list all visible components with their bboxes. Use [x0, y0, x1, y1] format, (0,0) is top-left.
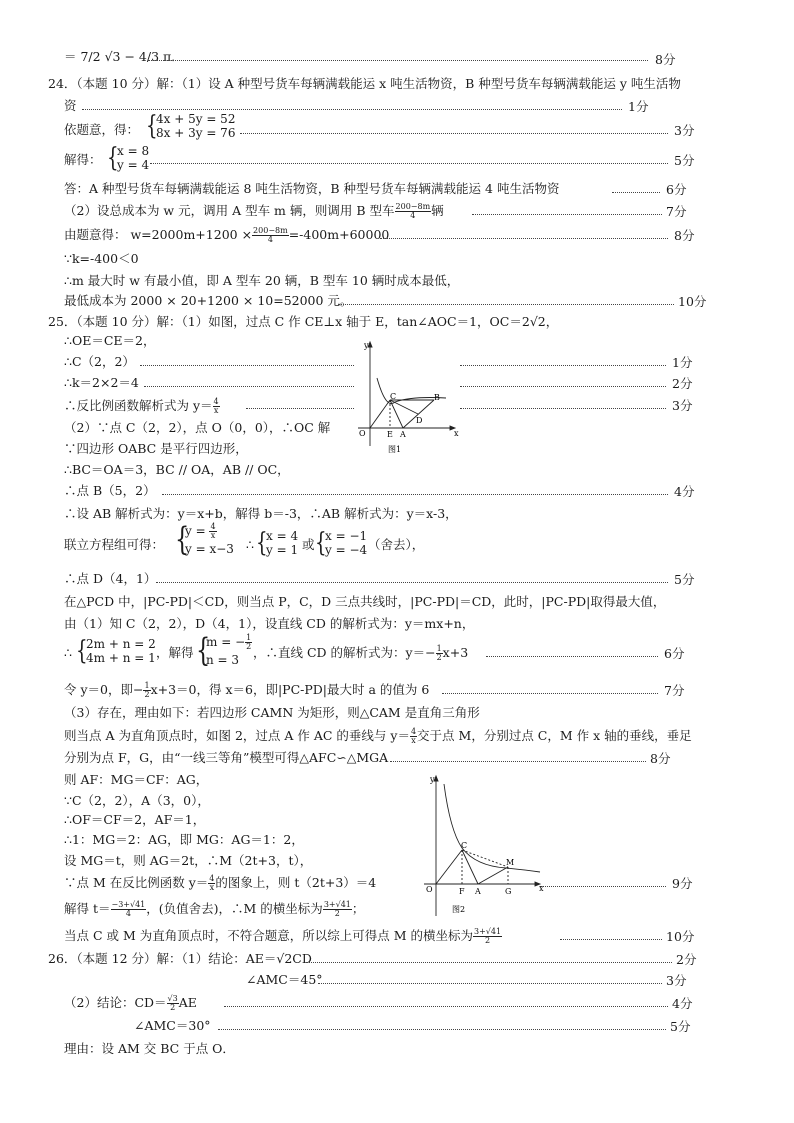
fraction — [323, 901, 352, 918]
numerator: 200−8m — [395, 202, 431, 211]
fraction — [252, 227, 289, 244]
y-arrow-icon — [434, 776, 438, 781]
segment-OC — [436, 850, 462, 884]
dot-leader — [472, 214, 662, 215]
score: 3分 — [672, 398, 693, 413]
line-34: 设 MG＝t，则 AG＝2t，∴M（2t+3，t）， — [64, 853, 313, 868]
eq-row: m = − $\frac{1}{2}$ — [206, 633, 252, 651]
numerator: 4 — [209, 874, 215, 883]
eq-row: 4m + n = 1 — [86, 651, 156, 665]
line-8: ∵k=-400＜0 — [64, 251, 139, 266]
label-A: A — [475, 887, 481, 896]
line-21: 联立方程组可得： — [64, 537, 165, 552]
text: 辆 — [431, 203, 444, 218]
line-23: 在△PCD 中，|PC-PD|＜CD，则当点 P，C，D 三点共线时，|PC-PD|＝CD，此时，|PC-PD|取得最大值， — [64, 594, 666, 609]
score: 6分 — [666, 182, 687, 197]
text: 交于点 M，分别过点 C，M 作 x 轴的垂线，垂足 — [417, 728, 692, 743]
label-x: x — [539, 884, 544, 893]
q26-header: 26．（本题 12 分）解：（1）结论：AE＝√2CD — [48, 951, 312, 966]
line-13: ∴C（2，2） — [64, 354, 135, 369]
text: 由题意得： w=2000m+1200 × — [64, 227, 253, 242]
q25-header: 25．（本题 10 分）解：（1）如图，过点 C 作 CE⊥x 轴于 E，tan∠AOC＝1，OC＝2√2， — [48, 314, 559, 329]
label-x: x — [454, 429, 459, 438]
line-41: ∠AMC＝30° — [134, 1018, 211, 1033]
numerator: 4 — [410, 727, 417, 736]
line-2: 资 — [64, 98, 77, 113]
numerator: √3 — [167, 994, 178, 1003]
denominator: 2 — [246, 642, 252, 651]
fraction — [410, 728, 417, 745]
line-3: 依题意，得： — [64, 122, 140, 137]
segment-AM — [478, 867, 508, 884]
figure-caption: 图1 — [388, 445, 402, 454]
segment-CA — [462, 850, 478, 884]
equation-system-6: { 2m + n = 2 4m + n = 1 — [76, 636, 156, 666]
dot-leader — [380, 238, 668, 239]
line-40 — [64, 995, 197, 1012]
denominator: 2 — [436, 653, 442, 662]
line-9: ∴m 最大时 w 有最小值，即 A 型车 20 辆，B 型车 10 辆时成本最低， — [64, 273, 460, 288]
line-6 — [64, 203, 444, 220]
numerator: 4 — [210, 522, 216, 531]
dot-leader — [460, 408, 666, 409]
dot-leader — [540, 886, 666, 887]
label-O: O — [426, 885, 433, 894]
equation-system-2: { x = 8 y = 4 — [107, 143, 150, 173]
score: 8分 — [655, 52, 676, 67]
line-25: ∴ — [64, 645, 72, 660]
line-31: ∵C（2，2），A（3，0）， — [64, 793, 210, 808]
line-17: ∵四边形 OABC 是平行四边形， — [64, 441, 248, 456]
denominator: 2 — [485, 936, 491, 945]
fraction — [111, 901, 147, 918]
hyperbola-curve — [444, 784, 540, 872]
line-25c — [253, 645, 468, 662]
text: ∵点 M 在反比例函数 y＝ — [64, 875, 209, 890]
denominator: 4 — [410, 211, 416, 220]
score: 2分 — [672, 376, 693, 391]
denominator: 2 — [170, 1003, 176, 1012]
text: ，∴直线 CD 的解析式为：y＝− — [253, 645, 436, 660]
line-14: ∴k＝2×2＝4 — [64, 375, 139, 390]
dot-leader — [560, 939, 662, 940]
eq-row: y = 4 — [117, 158, 150, 172]
line-0: ＝ 7/2 √3 − 4/3 π． — [64, 49, 184, 64]
therefore: ∴ — [246, 537, 254, 552]
denominator: 2 — [334, 909, 340, 918]
line-7 — [64, 227, 389, 244]
score: 8分 — [674, 228, 695, 243]
text: （2）结论：CD＝ — [64, 995, 167, 1010]
label-y: y — [364, 341, 369, 350]
discard-text: （舍去）， — [368, 537, 425, 552]
line-26 — [64, 682, 429, 699]
dot-leader — [162, 494, 668, 495]
text: 当点 C 或 M 为直角顶点时，不符合题意，所以综上可得点 M 的横坐标为 — [64, 928, 474, 943]
dot-leader — [240, 133, 668, 134]
dot-leader — [318, 983, 662, 984]
dot-leader — [140, 365, 354, 366]
score: 9分 — [672, 876, 693, 891]
label-B: B — [434, 393, 440, 402]
figure-1 — [350, 336, 465, 458]
dot-leader — [460, 386, 666, 387]
dot-leader — [390, 761, 646, 762]
dot-leader — [612, 192, 660, 193]
fraction — [436, 645, 443, 662]
eq-row: x = −1 — [325, 529, 368, 543]
label-D: D — [416, 416, 423, 425]
or-text: 或 — [302, 537, 315, 552]
label-E: E — [387, 430, 393, 439]
eq-row: y = $\frac{4}{x}$ — [185, 522, 216, 540]
line-28 — [64, 728, 692, 745]
equation-system-5: { x = −1 y = −4 — [315, 528, 368, 558]
label-O: O — [359, 429, 366, 438]
fraction — [167, 995, 179, 1012]
score: 5分 — [670, 1019, 691, 1034]
line-20: ∴设 AB 解析式为：y＝x+b，解得 b＝-3，∴AB 解析式为：y＝x-3， — [64, 506, 458, 521]
line-27: （3）存在，理由如下：若四边形 CAMN 为矩形，则△CAM 是直角三角形 — [64, 705, 480, 720]
label-G: G — [505, 887, 512, 896]
score: 7分 — [664, 683, 685, 698]
eq-row: 4x + 5y = 52 — [156, 112, 236, 126]
dot-leader — [460, 365, 666, 366]
text: （2）设总成本为 w 元，调用 A 型车 m 辆，则调用 B 型车 — [64, 203, 395, 218]
score: 10分 — [666, 929, 695, 944]
text: 则当点 A 为直角顶点时，如图 2，过点 A 作 AC 的垂线与 y＝ — [64, 728, 410, 743]
label-M: M — [506, 858, 515, 867]
dot-leader — [150, 163, 668, 164]
y-arrow-icon — [368, 342, 372, 347]
equation-system-1: { 4x + 5y = 52 8x + 3y = 76 — [146, 111, 236, 141]
line-36 — [64, 901, 364, 918]
label-F: F — [459, 887, 465, 896]
dot-leader — [442, 693, 658, 694]
line-37 — [64, 928, 502, 945]
denominator: x — [210, 531, 216, 540]
text: AE — [178, 995, 197, 1010]
figure-2 — [418, 770, 548, 920]
line-33: ∴1：MG＝2：AG，即 MG：AG＝1：2， — [64, 832, 304, 847]
line-19: ∴点 B（5，2） — [64, 483, 156, 498]
text: =-400m+60000 — [288, 227, 390, 242]
dot-leader — [156, 582, 668, 583]
denominator: x — [213, 406, 219, 415]
solve-text: ，解得 — [156, 645, 194, 660]
line-12: ∴OE＝CE＝2， — [64, 333, 156, 348]
fraction — [473, 928, 502, 945]
numerator: 3+√41 — [474, 927, 502, 936]
segment-CA — [390, 400, 403, 428]
text: x+3＝0，得 x＝6，即|PC-PD|最大时 a 的值为 6 — [150, 682, 430, 697]
equation-system-7: { m = − $\frac{1}{2}$ n = 3 — [196, 631, 252, 669]
denominator: 4 — [125, 909, 131, 918]
numerator: 4 — [213, 397, 219, 406]
score: 5分 — [674, 153, 695, 168]
eq-row: y = 1 — [266, 543, 299, 557]
score: 3分 — [674, 123, 695, 138]
numerator: 1 — [144, 681, 150, 690]
numerator: 1 — [436, 644, 442, 653]
numerator: −3+√41 — [111, 900, 146, 909]
denominator: 2 — [144, 690, 150, 699]
numerator: 1 — [246, 633, 252, 642]
eq-row: x = 8 — [117, 144, 150, 158]
dot-leader — [338, 304, 674, 305]
score: 7分 — [666, 204, 687, 219]
score: 5分 — [674, 572, 695, 587]
eq-row: y = x−3 — [185, 542, 234, 556]
eq-row: y = −4 — [325, 543, 368, 557]
text: ； — [351, 901, 365, 916]
dot-leader — [486, 656, 658, 657]
line-15 — [64, 398, 220, 415]
text: x+3 — [442, 645, 469, 660]
score: 6分 — [664, 646, 685, 661]
line-18: ∴BC＝OA＝3，BC // OA，AB // OC， — [64, 462, 290, 477]
figure-caption: 图2 — [452, 905, 466, 914]
denominator: 4 — [267, 235, 273, 244]
line-4: 解得： — [64, 152, 102, 167]
score: 3分 — [666, 973, 687, 988]
line-42: 理由：设 AM 交 BC 于点 O． — [64, 1041, 235, 1056]
line-10: 最低成本为 2000 × 20+1200 × 10=52000 元。 — [64, 293, 353, 308]
text: ，(负值舍去)，∴M 的横坐标为 — [146, 901, 323, 916]
eq-row: 2m + n = 2 — [86, 637, 156, 651]
line-39: ∠AMC＝45° — [246, 972, 323, 987]
label-C: C — [390, 392, 397, 401]
dot-leader — [148, 60, 648, 61]
q24-header: 24．（本题 10 分）解：（1）设 A 种型号货车每辆满载能运 x 吨生活物资，B 种型号货车每辆满载能运 y 吨生活物 — [48, 76, 681, 91]
label-y: y — [430, 775, 435, 784]
segment-OC — [370, 400, 390, 428]
eq-row: n = 3 — [206, 653, 240, 667]
score: 1分 — [628, 99, 649, 114]
score: 4分 — [674, 484, 695, 499]
score: 8分 — [650, 751, 671, 766]
numerator: 200−8m — [253, 226, 288, 235]
dot-leader — [144, 386, 354, 387]
numerator: 3+√41 — [323, 900, 351, 909]
line-5: 答：A 种型号货车每辆满载能运 8 吨生活物资，B 种型号货车每辆满载能运 4 吨生活物资 — [64, 181, 560, 196]
line-32: ∴OF＝CF＝2，AF＝1， — [64, 812, 206, 827]
dot-leader — [218, 1029, 666, 1030]
label-C: C — [461, 841, 468, 850]
dot-leader — [306, 962, 672, 963]
eq-row: 8x + 3y = 76 — [156, 126, 236, 140]
text: 的图象上，则 t（2t+3）＝4 — [215, 875, 377, 890]
fraction — [213, 398, 220, 415]
dot-leader — [224, 1006, 668, 1007]
score: 1分 — [672, 355, 693, 370]
fraction — [395, 203, 432, 220]
line-29: 分别为点 F，G，由“一线三等角”模型可得△AFC∽△MGA — [64, 750, 389, 765]
dot-leader — [82, 109, 622, 110]
segment-CD — [390, 400, 418, 414]
text: 令 y＝0，即− — [64, 682, 144, 697]
score: 10分 — [678, 294, 707, 309]
score: 2分 — [676, 952, 697, 967]
line-24: 由（1）知 C（2，2），D（4，1），设直线 CD 的解析式为：y＝mx+n， — [64, 616, 475, 631]
line-30: 则 AF：MG＝CF：AG， — [64, 772, 209, 787]
line-16: （2）∵点 C（2，2），点 O（0，0），∴OC 解 — [64, 420, 331, 435]
dot-leader — [246, 408, 354, 409]
equation-system-3: { y = $\frac{4}{x}$ y = x−3 — [175, 520, 234, 558]
score: 4分 — [672, 996, 693, 1011]
denominator: x — [411, 736, 416, 745]
label-A: A — [400, 430, 406, 439]
denominator: x — [209, 883, 215, 892]
text: ∴反比例函数解析式为 y＝ — [64, 398, 213, 413]
equation-system-4: { x = 4 y = 1 — [256, 528, 299, 558]
eq-row: x = 4 — [266, 529, 299, 543]
text: 解得 t＝ — [64, 901, 111, 916]
fraction — [143, 682, 150, 699]
line-35 — [64, 875, 376, 892]
line-22: ∴点 D（4，1） — [64, 571, 157, 586]
